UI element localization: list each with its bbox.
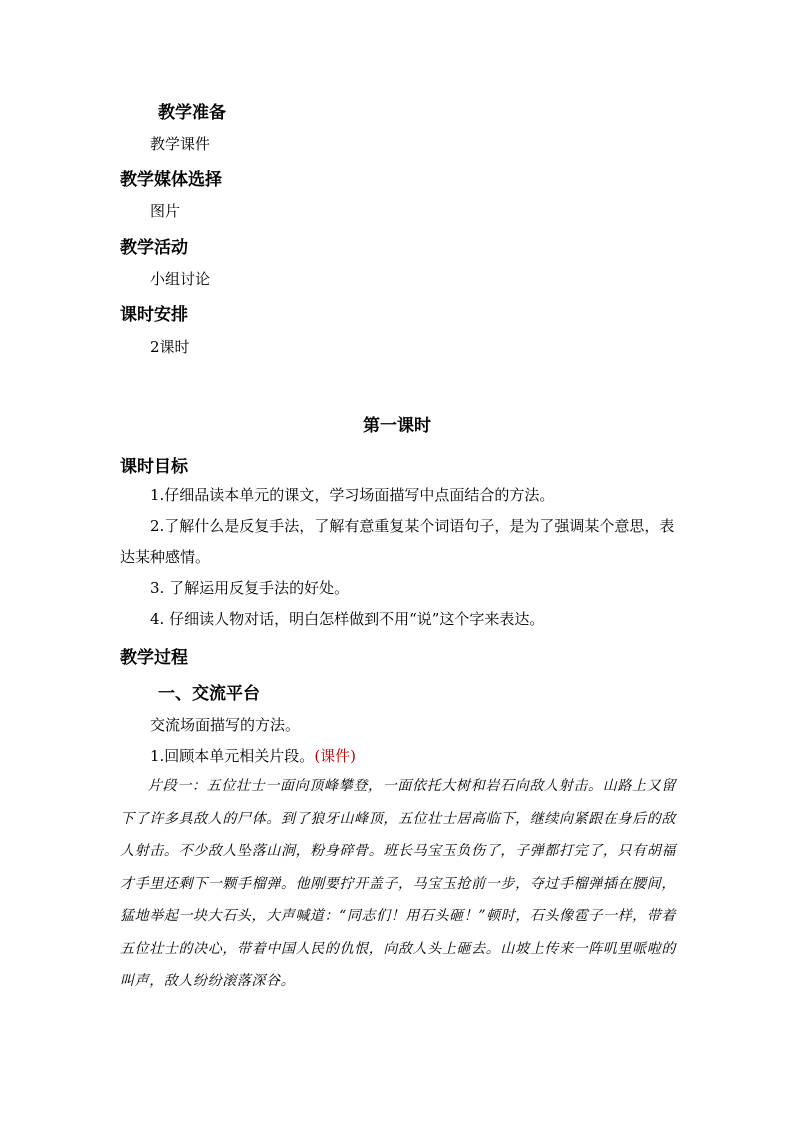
schedule-text: 2课时 — [150, 338, 190, 356]
item1-text: 1.回顾本单元相关片段。 — [150, 747, 315, 765]
goals-heading: 课时目标 — [120, 457, 188, 477]
item1-note: (课件) — [314, 747, 357, 765]
goal-4: 4. 仔细读人物对话，明白怎样做到不用“说”这个字来表达。 — [150, 610, 545, 628]
media-text: 图片 — [150, 202, 181, 220]
process-heading: 教学过程 — [120, 648, 188, 668]
goal-2: 2.了解什么是反复手法，了解有意重复某个词语句子，是为了强调某个意思，表达某种感情。 — [120, 517, 675, 566]
schedule-heading: 课时安排 — [120, 305, 188, 325]
activity-text: 小组讨论 — [150, 270, 211, 288]
media-heading: 教学媒体选择 — [120, 170, 222, 190]
item1-line — [150, 745, 356, 766]
activity-heading: 教学活动 — [120, 238, 188, 258]
goal-3: 3. 了解运用反复手法的好处。 — [150, 579, 350, 597]
step1-heading: 一、交流平台 — [158, 684, 260, 704]
prep-text: 教学课件 — [150, 135, 211, 153]
goal-1: 1.仔细品读本单元的课文，学习场面描写中点面结合的方法。 — [150, 486, 555, 504]
lesson-title: 第一课时 — [363, 416, 431, 436]
prep-heading: 教学准备 — [158, 103, 226, 123]
step1-text: 交流场面描写的方法。 — [150, 716, 301, 734]
fragment-1: 片段一：五位壮士一面向顶峰攀登，一面依托大树和岩石向敌人射击。山路上又留下了许多具敌人的尸体。到了狼牙山峰顶，五位壮士居高临下，继续向紧跟在身后的敌人射击。不少敌人坠落山涧，粉身碎骨。班长马宝玉负伤了，子弹都打完了，只有胡福才手里还剩下一颗手榴弹。他刚要拧开盖子，马宝玉抢前一步，夺过手榴弹插在腰间，猛地举起一块大石头，大声喊道：“同志们！用石头砸！”顿时，石头像雹子一样，带着五位壮士的决心，带着中国人民的仇恨，向敌人头上砸去。山坡上传来一阵叽里哌啦的叫声，敌人纷纷滚落深谷。 — [120, 778, 676, 989]
